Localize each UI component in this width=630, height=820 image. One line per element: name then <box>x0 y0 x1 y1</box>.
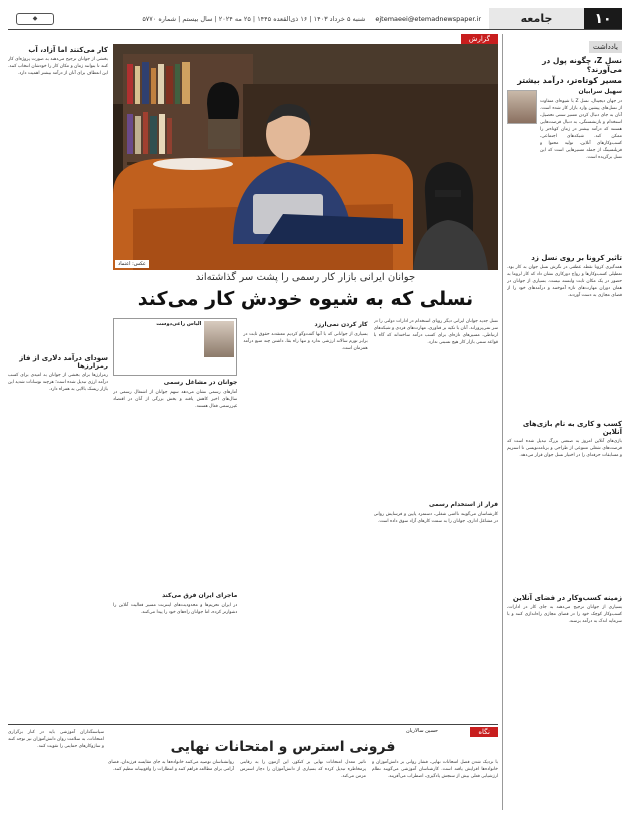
sidebar-body: در جهان دیجیتال، نسل Z با شیوه‌ای متفاوت از نسل‌های پیشین وارد بازار کار شده است. آنان به جای دنبال کردن مسیر سنتی تحصیل، استخدام و بازنشستگی، به دنبال فرصت‌هایی هستند که درآمد بیشتر در زمان کوتاه‌تر را ممکن کند. شبکه‌های اجتماعی، کسب‌وکارهای آنلاین، تولید محتوا و فریلنسینگ از جمله مسیرهایی است که این نسل برگزیده است. <box>540 99 622 161</box>
bottom-text-1: با نزدیک شدن فصل امتحانات نهایی، فشار روانی بر دانش‌آموزان و خانواده‌ها افزایش یافته است. کارشناسان آموزشی می‌گویند نظام ارزشیابی فعلی بیش از سنجش یادگیری، اضطراب می‌آفریند. <box>372 760 498 780</box>
article-subhead-4: ماجرای ایران فرق می‌کند <box>162 592 238 599</box>
article-column-1 <box>374 318 498 718</box>
left-body-1: بخشی از جوانان ترجیح می‌دهند به صورت پروژه‌ای کار کنند تا بتوانند زمان و مکان کار را خودشان انتخاب کنند. این انعطاف برای آنان از درآمد بیشتر اهمیت دارد. <box>8 57 108 77</box>
sidebar-subhead-1: تاثیر کرونا بر روی نسل زد <box>531 254 622 262</box>
article-subhead-1: فرار از استخدام رسمی <box>428 501 498 508</box>
photo-illustration <box>113 44 498 270</box>
sidebar-headline: مسیر کوتاه‌تر، درآمد بیشتر <box>517 76 622 85</box>
left-headline-2: سودای درآمد دلاری از فاز رمزارزها <box>19 354 108 370</box>
sidebar-subhead-2: کسب و کاری به نام بازی‌های آنلاین <box>522 420 622 436</box>
bottom-article <box>8 724 498 810</box>
person-woman-back <box>207 82 240 149</box>
sidebar-body-4: بسیاری از جوانان ترجیح می‌دهند به جای کار در ادارات، کسب‌وکار کوچک خود را در فضای مجازی راه‌اندازی کنند و با سرمایه اندک به درآمد برسند. <box>507 605 622 625</box>
sidebar-tag: یادداشت <box>589 41 622 53</box>
bottom-columns <box>108 759 498 810</box>
lead-photo <box>113 44 498 270</box>
left-headline-1: کار می‌کنند اما آزاد، آب <box>28 46 108 54</box>
main-area <box>8 34 498 810</box>
photo-credit: عکس: اعتماد <box>115 260 149 268</box>
newspaper-logo: ◆ <box>16 13 54 25</box>
bottom-byline: حسین سالاریان <box>405 728 438 734</box>
left-body-2: رمزارزها برای بخشی از جوانان به امیدی برای کسب درآمد ارزی تبدیل شده است؛ هرچند نوسانات شدید این بازار ریسک بالایی به همراه دارد. <box>8 373 108 393</box>
article-text-1b: کارشناسان می‌گویند ناامنی شغلی، دستمزد پایین و فرسایش روانی در مشاغل اداری، جوانان را به سمت کارهای آزاد سوق داده است. <box>373 512 498 525</box>
left-column-top <box>8 44 108 348</box>
bottom-text-3: روانشناسان توصیه می‌کنند خانواده‌ها به جای مقایسه فرزندان، فضای آرامی برای مطالعه فراهم کنند و انتظارات را واقع‌بینانه تنظیم کنند. <box>108 760 234 773</box>
sidebar-subhead-3: زمینه کسب‌وکار در فضای آنلاین <box>512 594 622 602</box>
article-subhead-2: کار کردن نمی‌ارزد <box>314 321 368 328</box>
sidebar-kicker: نسل Z، چگونه پول در می‌آورند؟ <box>542 56 622 74</box>
article-column-2 <box>243 318 367 718</box>
report-tag: گزارش <box>461 34 498 44</box>
email-link[interactable]: ejtemaeei@etemadnewspaper.ir <box>375 14 481 23</box>
author-portrait <box>507 90 537 124</box>
dateline-bar <box>8 8 489 29</box>
opinion-tag: نگاه <box>470 727 498 737</box>
left-column-bottom <box>8 352 108 718</box>
bottom-left-text: سیاستگذاران آموزشی باید در کنار برگزاری امتحانات، به سلامت روان دانش‌آموزان نیز توجه کنند و سازوکارهای حمایتی را تقویت کنند. <box>8 730 104 750</box>
article-column-3 <box>113 318 237 718</box>
quote-portrait <box>204 321 234 357</box>
masthead <box>8 8 622 30</box>
article-subhead-3: جوانان در مشاغل رسمی <box>163 379 238 386</box>
article-text-1: نسل جدید جوانان ایرانی دیگر رویای استخدام در ادارات دولتی را در سر نمی‌پروراند. آنان با تکیه بر فناوری، مهارت‌های فردی و شبکه‌های ارتباطی، مسیرهای تازه‌ای برای کسب درآمد ساخته‌اند که گاه با قواعد سنتی بازار کار هیچ نسبتی ندارد. <box>373 319 498 346</box>
page-number: ۱۰ <box>584 8 622 29</box>
article-text-3b: در ایران تحریم‌ها و محدودیت‌های اینترنت مسیر فعالیت آنلاین را دشوارتر کرده، اما جوانان راه‌های خود را پیدا می‌کنند. <box>113 603 238 616</box>
article-text-3: آمارهای رسمی نشان می‌دهد سهم جوانان از اشتغال رسمی در سال‌های اخیر کاهش یافته و بخش بزرگی از آنان در اقتصاد غیررسمی فعال هستند. <box>113 390 238 410</box>
bottom-headline: فرونی استرس و امتحانات نهایی <box>170 739 396 755</box>
section-title: جامعه <box>489 8 584 29</box>
article-body <box>113 318 498 718</box>
sidebar-column <box>502 34 622 810</box>
article-kicker: جوانان ایرانی بازار کار رسمی را پشت سر گذاشته‌اند <box>195 272 416 283</box>
sidebar-body-3: بازی‌های آنلاین امروز به صنعتی بزرگ تبدیل شده است که فرصت‌های شغلی متنوعی از طراحی و برنامه‌نویسی تا استریم و مسابقات حرفه‌ای را در اختیار نسل جوان قرار می‌دهد. <box>507 439 622 459</box>
quote-box <box>113 318 237 376</box>
article-headline: نسلی که به شیوه خودش کار می‌کند <box>137 288 474 310</box>
article-text-2: بسیاری از جوانانی که با آنها گفت‌وگو کردیم معتقدند حقوق ثابت در برابر تورم سالانه ارزشی ندارد و تنها راه بقا، داشتن چند منبع درآمد همزمان است. <box>243 332 368 352</box>
bottom-text-2: تاثیر معدل امتحانات نهایی بر کنکور، این آزمون را به رقابتی پرمخاطره تبدیل کرده که بسیاری از دانش‌آموزان را دچار استرس مزمن می‌کند. <box>240 760 366 780</box>
quote-caption: الیاس راعی‌دوست <box>156 321 202 327</box>
sidebar-body-2: همه‌گیری کرونا نقطه عطفی در نگرش نسل جوان به کار بود. تعطیلی کسب‌وکارها و رواج دورکاری نشان داد که کار لزوما به حضور در یک مکان ثابت وابسته نیست. بسیاری از جوانان در همان دوران مهارت‌های تازه آموختند و درآمدهای خود را از فضای مجازی به دست آوردند. <box>507 265 622 299</box>
sidebar-author: سهیل سرابیان <box>578 88 622 95</box>
dateline: شنبه ۵ خرداد ۱۴۰۳ | ۱۶ ذی‌القعده ۱۴۴۵ | ۲۵ مه ۲۰۲۴ | سال بیستم | شماره ۵۷۷۰ <box>142 14 366 23</box>
